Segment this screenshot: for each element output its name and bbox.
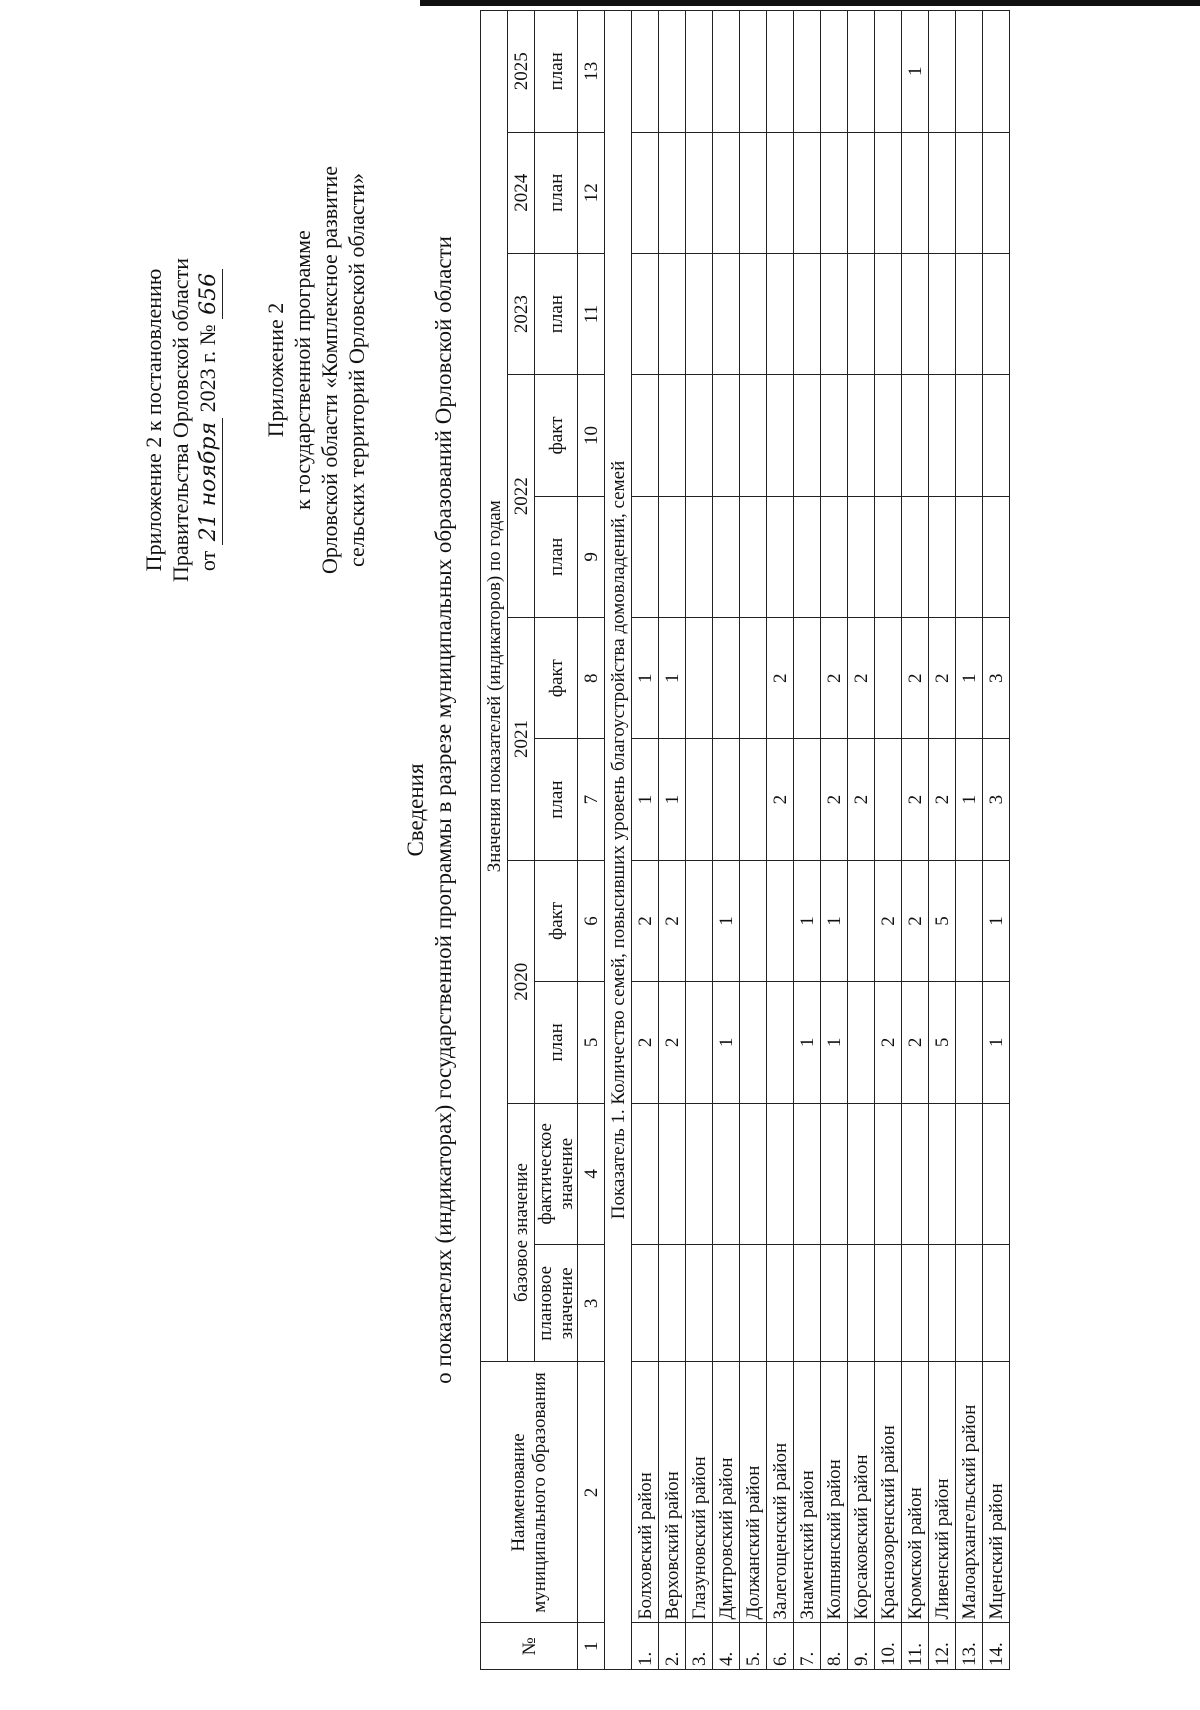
municipality-name: Залегощенский район: [767, 1362, 794, 1623]
header-values-by-year: Значения показателей (индикаторов) по годам: [481, 11, 508, 1363]
value-cell: [659, 1103, 686, 1245]
title-line-2: о показателях (индикаторах) государственной программы в разрезе муниципальных образований Орловской области: [431, 236, 456, 1384]
value-cell: [632, 1245, 659, 1362]
value-cell: [956, 1103, 983, 1245]
value-cell: [821, 375, 848, 496]
value-cell: [794, 253, 821, 374]
value-cell: [659, 132, 686, 253]
value-cell: 1: [794, 860, 821, 981]
row-number: 7.: [794, 1623, 821, 1670]
value-cell: [821, 1103, 848, 1245]
header-2022-fact: факт: [535, 375, 578, 496]
table-row: [902, 11, 929, 1670]
value-cell: [929, 132, 956, 253]
value-cell: [875, 739, 902, 860]
value-cell: [983, 253, 1010, 374]
value-cell: [983, 496, 1010, 617]
value-cell: [632, 11, 659, 133]
value-cell: [740, 982, 767, 1103]
value-cell: [794, 1245, 821, 1362]
value-cell: [794, 618, 821, 739]
header-2021-plan: план: [535, 739, 578, 860]
value-cell: 2: [902, 618, 929, 739]
value-cell: 2: [632, 860, 659, 981]
value-cell: [983, 132, 1010, 253]
column-number: 12: [578, 132, 605, 253]
table-row: [875, 11, 902, 1670]
value-cell: [902, 496, 929, 617]
column-number: 3: [578, 1245, 605, 1362]
row-number: 2.: [659, 1623, 686, 1670]
value-cell: [929, 11, 956, 133]
column-number: 6: [578, 860, 605, 981]
from-label: от: [195, 550, 220, 572]
value-cell: [686, 1245, 713, 1362]
municipality-name: Корсаковский район: [848, 1362, 875, 1623]
column-number: 13: [578, 11, 605, 133]
program-appendix-line-4: сельских территорий Орловской области»: [344, 172, 369, 568]
handwritten-date: 21 ноября: [195, 418, 223, 545]
value-cell: 1: [713, 860, 740, 981]
municipality-name: Мценский район: [983, 1362, 1010, 1623]
title-line-1: Сведения: [403, 763, 428, 857]
value-cell: [767, 982, 794, 1103]
value-cell: [929, 253, 956, 374]
value-cell: 1: [659, 618, 686, 739]
value-cell: [875, 618, 902, 739]
table-row: [659, 11, 686, 1670]
column-number: 5: [578, 982, 605, 1103]
header-planned-value: плановое значение: [535, 1245, 578, 1362]
handwritten-number: 656: [195, 269, 223, 319]
value-cell: [983, 11, 1010, 133]
appendix-line-2: Правительства Орловской области: [168, 258, 193, 582]
value-cell: [767, 253, 794, 374]
value-cell: [848, 132, 875, 253]
program-appendix-block: [262, 60, 370, 680]
header-2022-plan: план: [535, 496, 578, 617]
value-cell: 1: [821, 860, 848, 981]
value-cell: [632, 496, 659, 617]
column-number: 4: [578, 1103, 605, 1245]
header-year-2020: 2020: [508, 860, 535, 1103]
value-cell: 1: [659, 739, 686, 860]
value-cell: [686, 11, 713, 133]
value-cell: 1: [632, 618, 659, 739]
value-cell: [956, 253, 983, 374]
value-cell: 2: [902, 860, 929, 981]
row-number: 4.: [713, 1623, 740, 1670]
value-cell: [983, 1103, 1010, 1245]
program-appendix-line-3: Орловской области «Комплексное развитие: [317, 165, 342, 575]
header-base-value: базовое значение: [508, 1103, 535, 1362]
column-number: 8: [578, 618, 605, 739]
header-2025-plan: план: [535, 11, 578, 133]
header-2023-plan: план: [535, 253, 578, 374]
value-cell: [740, 1245, 767, 1362]
value-cell: [956, 860, 983, 981]
value-cell: [875, 1245, 902, 1362]
value-cell: [794, 1103, 821, 1245]
header-year-2023: 2023: [508, 253, 535, 374]
section-1-heading: Показатель 1. Количество семей, повысивших уровень благоустройства домовладений, семей: [605, 11, 632, 1670]
value-cell: [632, 253, 659, 374]
value-cell: 2: [875, 860, 902, 981]
value-cell: [902, 375, 929, 496]
value-cell: 1: [983, 982, 1010, 1103]
value-cell: 2: [848, 739, 875, 860]
value-cell: 2: [632, 982, 659, 1103]
value-cell: [875, 375, 902, 496]
header-no: №: [481, 1623, 578, 1670]
value-cell: 2: [875, 982, 902, 1103]
value-cell: [956, 11, 983, 133]
value-cell: [632, 1103, 659, 1245]
value-cell: [713, 375, 740, 496]
value-cell: 1: [794, 982, 821, 1103]
row-number: 13.: [956, 1623, 983, 1670]
column-number: 11: [578, 253, 605, 374]
value-cell: [713, 739, 740, 860]
value-cell: [848, 1103, 875, 1245]
column-number: 7: [578, 739, 605, 860]
value-cell: [929, 496, 956, 617]
value-cell: [875, 132, 902, 253]
value-cell: [956, 1245, 983, 1362]
value-cell: [740, 739, 767, 860]
header-year-2024: 2024: [508, 132, 535, 253]
value-cell: [875, 11, 902, 133]
table-row: [767, 11, 794, 1670]
value-cell: [956, 496, 983, 617]
value-cell: [740, 132, 767, 253]
value-cell: [767, 132, 794, 253]
municipality-name: Колпнянский район: [821, 1362, 848, 1623]
value-cell: [875, 496, 902, 617]
column-number: 10: [578, 375, 605, 496]
column-number: 9: [578, 496, 605, 617]
table-row: [983, 11, 1010, 1670]
value-cell: [713, 253, 740, 374]
municipality-name: Дмитровский район: [713, 1362, 740, 1623]
value-cell: [848, 375, 875, 496]
value-cell: [740, 860, 767, 981]
appendix-date-line: [194, 140, 223, 700]
value-cell: 2: [767, 618, 794, 739]
header-2020-fact: факт: [535, 860, 578, 981]
header-year-2022: 2022: [508, 375, 535, 618]
value-cell: [902, 132, 929, 253]
table-body: [578, 11, 1010, 1670]
value-cell: 1: [632, 739, 659, 860]
municipality-name: Знаменский район: [794, 1362, 821, 1623]
table-row: [632, 11, 659, 1670]
value-cell: [659, 11, 686, 133]
value-cell: 5: [929, 860, 956, 981]
value-cell: [902, 1245, 929, 1362]
value-cell: [686, 496, 713, 617]
column-number: 1: [578, 1623, 605, 1670]
row-number: 11.: [902, 1623, 929, 1670]
value-cell: 2: [902, 739, 929, 860]
value-cell: [956, 132, 983, 253]
value-cell: 1: [956, 739, 983, 860]
value-cell: [686, 618, 713, 739]
header-2020-plan: план: [535, 982, 578, 1103]
table-row: [740, 11, 767, 1670]
value-cell: [659, 496, 686, 617]
value-cell: 2: [821, 739, 848, 860]
value-cell: [740, 11, 767, 133]
row-number: 8.: [821, 1623, 848, 1670]
value-cell: [794, 11, 821, 133]
value-cell: 2: [848, 618, 875, 739]
row-number: 1.: [632, 1623, 659, 1670]
column-numbers-row: [578, 11, 605, 1670]
resolution-appendix-block: [140, 140, 223, 700]
value-cell: [686, 739, 713, 860]
municipality-name: Верховский район: [659, 1362, 686, 1623]
municipality-name: Малоархангельский район: [956, 1362, 983, 1623]
row-number: 6.: [767, 1623, 794, 1670]
municipality-name: Краснозоренский район: [875, 1362, 902, 1623]
value-cell: [713, 132, 740, 253]
municipality-name: Ливенский район: [929, 1362, 956, 1623]
table-row: [929, 11, 956, 1670]
value-cell: [767, 1245, 794, 1362]
value-cell: [794, 132, 821, 253]
value-cell: 3: [983, 739, 1010, 860]
value-cell: [848, 496, 875, 617]
value-cell: [713, 496, 740, 617]
value-cell: [821, 132, 848, 253]
value-cell: [767, 375, 794, 496]
value-cell: [929, 1245, 956, 1362]
header-actual-value: фактическое значение: [535, 1103, 578, 1245]
value-cell: 1: [713, 982, 740, 1103]
value-cell: [875, 253, 902, 374]
row-number: 12.: [929, 1623, 956, 1670]
header-2024-plan: план: [535, 132, 578, 253]
value-cell: [902, 1103, 929, 1245]
section-row: [605, 11, 632, 1670]
row-number: 9.: [848, 1623, 875, 1670]
value-cell: [686, 253, 713, 374]
table-row: [821, 11, 848, 1670]
program-appendix-line-1: Приложение 2: [263, 302, 288, 438]
year-number-label: 2023 г. №: [195, 324, 220, 413]
value-cell: [794, 739, 821, 860]
value-cell: [686, 375, 713, 496]
value-cell: [740, 496, 767, 617]
value-cell: [686, 1103, 713, 1245]
table-header: [481, 11, 578, 1670]
value-cell: 2: [821, 618, 848, 739]
value-cell: [821, 11, 848, 133]
value-cell: 2: [902, 982, 929, 1103]
value-cell: 1: [956, 618, 983, 739]
value-cell: [767, 11, 794, 133]
value-cell: 2: [929, 618, 956, 739]
value-cell: 1: [821, 982, 848, 1103]
value-cell: [983, 1245, 1010, 1362]
municipality-name: Глазуновский район: [686, 1362, 713, 1623]
municipality-name: Болховский район: [632, 1362, 659, 1623]
value-cell: [821, 1245, 848, 1362]
value-cell: [902, 253, 929, 374]
value-cell: [686, 132, 713, 253]
value-cell: [983, 375, 1010, 496]
value-cell: [848, 982, 875, 1103]
header-year-2021: 2021: [508, 618, 535, 861]
value-cell: [821, 253, 848, 374]
value-cell: [659, 1245, 686, 1362]
table-row: [956, 11, 983, 1670]
value-cell: [956, 982, 983, 1103]
value-cell: [713, 1103, 740, 1245]
value-cell: [632, 132, 659, 253]
value-cell: [713, 1245, 740, 1362]
value-cell: [686, 982, 713, 1103]
value-cell: [848, 11, 875, 133]
table-row: [713, 11, 740, 1670]
municipality-name: Должанский район: [740, 1362, 767, 1623]
value-cell: [767, 496, 794, 617]
value-cell: [740, 253, 767, 374]
value-cell: [686, 860, 713, 981]
value-cell: [794, 496, 821, 617]
municipality-name: Кромской район: [902, 1362, 929, 1623]
value-cell: [632, 375, 659, 496]
value-cell: [956, 375, 983, 496]
table-row: [848, 11, 875, 1670]
document-title: [402, 90, 458, 1530]
indicators-table: [480, 10, 1010, 1670]
value-cell: 3: [983, 618, 1010, 739]
row-number: 5.: [740, 1623, 767, 1670]
value-cell: [740, 375, 767, 496]
value-cell: [929, 375, 956, 496]
value-cell: 2: [767, 739, 794, 860]
header-2021-fact: факт: [535, 618, 578, 739]
value-cell: 2: [929, 739, 956, 860]
value-cell: [713, 618, 740, 739]
table-row: [794, 11, 821, 1670]
value-cell: [767, 860, 794, 981]
indicators-table-container: [480, 10, 1010, 1670]
value-cell: 2: [659, 860, 686, 981]
value-cell: 1: [983, 860, 1010, 981]
value-cell: [659, 375, 686, 496]
value-cell: [821, 496, 848, 617]
value-cell: [875, 1103, 902, 1245]
row-number: 10.: [875, 1623, 902, 1670]
value-cell: [740, 618, 767, 739]
program-appendix-line-2: к государственной программе: [290, 230, 315, 510]
value-cell: [848, 253, 875, 374]
value-cell: [848, 1245, 875, 1362]
value-cell: [740, 1103, 767, 1245]
column-number: 2: [578, 1362, 605, 1623]
value-cell: [659, 253, 686, 374]
appendix-line-1: Приложение 2 к постановлению: [141, 268, 166, 572]
value-cell: [767, 1103, 794, 1245]
table-row: [686, 11, 713, 1670]
value-cell: 1: [902, 11, 929, 133]
value-cell: [929, 1103, 956, 1245]
header-name: Наименование муниципального образования: [481, 1362, 578, 1623]
value-cell: [713, 11, 740, 133]
value-cell: 2: [659, 982, 686, 1103]
row-number: 3.: [686, 1623, 713, 1670]
value-cell: 5: [929, 982, 956, 1103]
value-cell: [794, 375, 821, 496]
value-cell: [848, 860, 875, 981]
row-number: 14.: [983, 1623, 1010, 1670]
header-year-2025: 2025: [508, 11, 535, 133]
